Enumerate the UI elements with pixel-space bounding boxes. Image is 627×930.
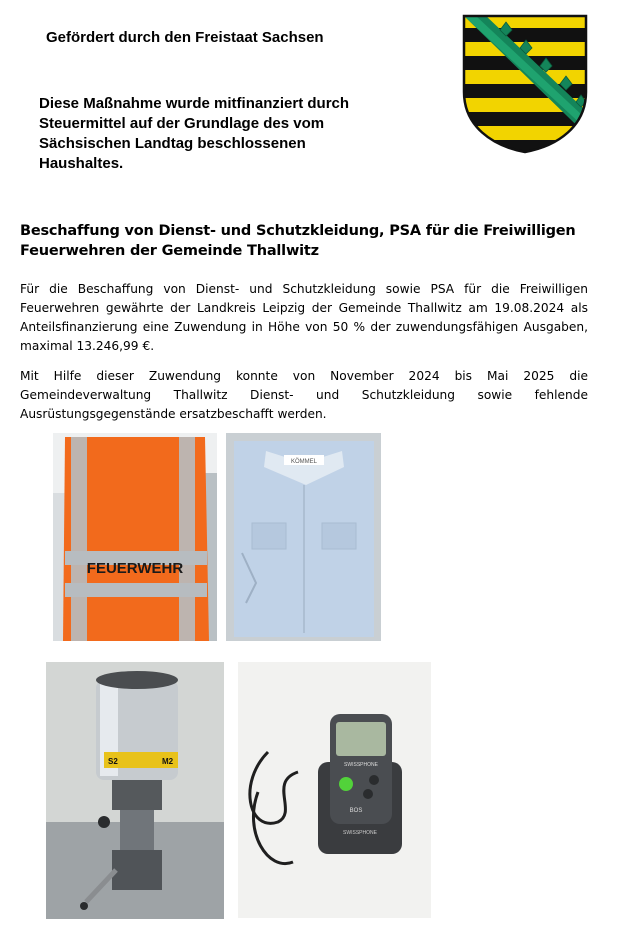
article-heading: Beschaffung von Dienst- und Schutzkleidung, PSA für die Freiwilligen Feuerwehren der Gemeinde Thallwitz: [20, 223, 576, 259]
vest-lettering: FEUERWEHR: [86, 560, 184, 577]
article-paragraph-1: Für die Beschaffung von Dienst- und Schutzkleidung sowie PSA für die Freiwilligen Feuerwehren gewährte der Landkreis Leipzig der Gemeinde Thallwitz am 19.08.2024 als Anteilsfinanzierung eine Zuwendung in Höhe von 50 % der zuwendungsfähigen Ausgaben, maximal 13.246,99 €.: [20, 282, 588, 353]
pager-brand: SWISSPHONE: [344, 762, 378, 768]
photo-safety-vest: [53, 433, 217, 641]
funding-note: Diese Maßnahme wurde mitfinanziert durch Steuermittel auf der Grundlage des vom Sächsischen Landtag beschlossenen Haushaltes.: [39, 95, 350, 172]
pager-model: BOS: [349, 808, 363, 814]
article-paragraph-2: Mit Hilfe dieser Zuwendung konnte von November 2024 bis Mai 2025 die Gemeindeverwaltung Thallwitz Dienst- und Schutzkleidung sowie fehlende Ausrüstungsgegenstände ersatzbeschafft werden.: [20, 369, 588, 421]
saxony-coat-of-arms-icon: [462, 14, 588, 154]
funding-title: Gefördert durch den Freistaat Sachsen: [46, 29, 324, 46]
photo-nozzle-equipment: [46, 662, 224, 919]
charger-brand: SWISSPHONE: [343, 830, 377, 836]
nozzle-label-right: M2: [162, 757, 174, 766]
photo-service-shirt: [226, 433, 381, 641]
photo-pager-device: [238, 662, 431, 918]
shirt-brand-label: KÖMMEL: [290, 459, 318, 465]
nozzle-label-left: S2: [108, 757, 118, 766]
